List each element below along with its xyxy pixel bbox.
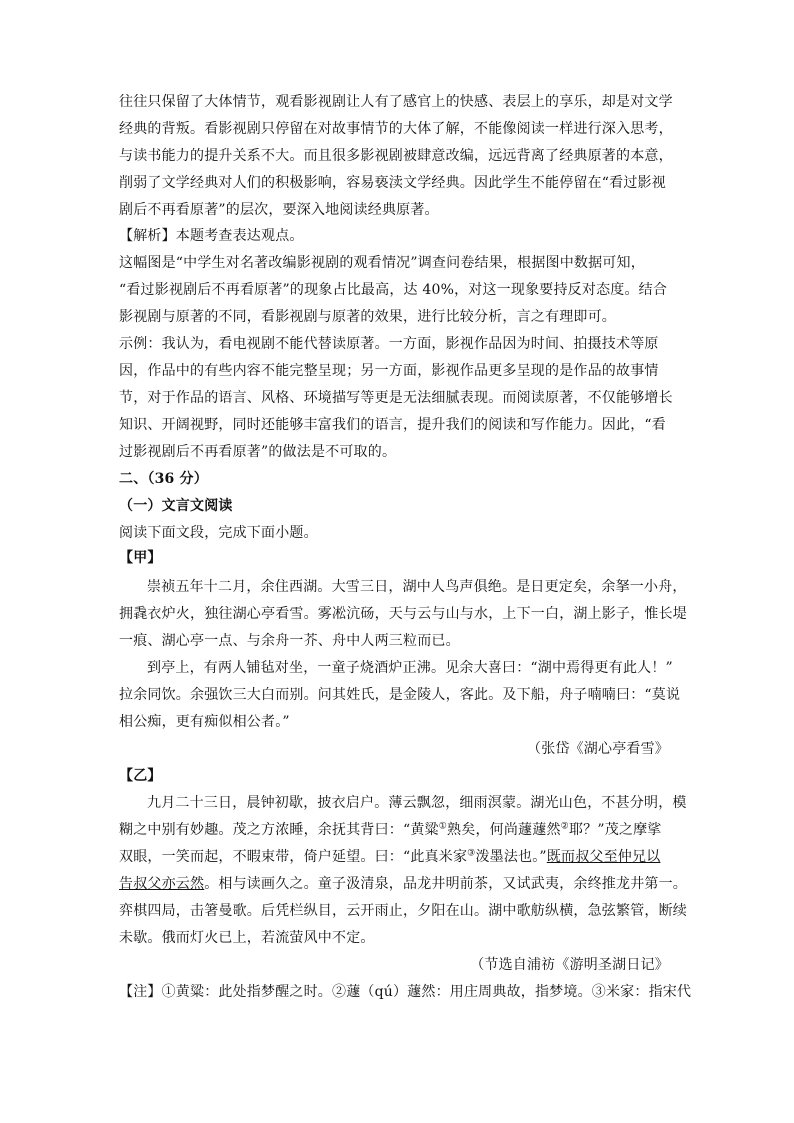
- passage-b-fragment: 耶？”茂之摩挲: [568, 822, 662, 838]
- footnote-mark-3: ③: [467, 848, 476, 859]
- example-text-line: 示例：我认为，看电视剧不能代替读原著。一方面，影视作品因为时间、拍摄技术等原: [119, 336, 659, 352]
- answer-text-line: 与读书能力的提升关系不大。而且很多影视剧被肆意改编，远远背离了经典原著的本意，: [119, 148, 673, 164]
- passage-b-line: [119, 847, 660, 867]
- passage-b-line: 未歇。俄而灯火已上，若流萤风中不定。: [119, 930, 375, 946]
- example-text-line: 知识、开阔视野，同时还能够丰富我们的语言，提升我们的阅读和写作能力。因此，“看: [119, 417, 666, 433]
- notes-line: 【注】①黄粱：此处指梦醒之时。②蘧（qú）蘧然：用庄周典故，指梦境。③米家：指宋代: [119, 984, 692, 1000]
- underlined-sentence-part: 告叔父亦云然: [119, 876, 205, 892]
- analysis-text-line: 这幅图是“中学生对名著改编影视剧的观看情况”调查问卷结果，根据图中数据可知，: [119, 255, 645, 271]
- answer-text-line: 往往只保留了大体情节，观看影视剧让人有了感官上的快感、表层上的享乐，却是对文学: [119, 94, 673, 110]
- passage-b-line: [119, 820, 662, 840]
- passage-a-line: 拉余同饮。余强饮三大白而别。问其姓氏，是金陵人，客此。及下船，舟子喃喃曰：“莫说: [119, 687, 681, 703]
- passage-a-source: （张岱《湖心亭看雪》: [527, 741, 669, 757]
- passage-b-line: 弈棋四局，击箸曼歌。后凭栏纵目，云开雨止，夕阳在山。湖中歌舫纵横，急弦繁管，断续: [119, 903, 687, 919]
- passage-a-line: 崇祯五年十二月，余住西湖。大雪三日，湖中人鸟声俱绝。是日更定矣，余拏一小舟，: [147, 579, 687, 595]
- answer-text-line: 剧后不再看原著”的层次，要深入地阅读经典原著。: [119, 202, 439, 218]
- analysis-heading: 【解析】本题考查表达观点。: [119, 228, 304, 244]
- passage-b-line: [119, 874, 687, 894]
- example-text-line: 节，对于作品的语言、风格、环境描写等更是无法细腻表现。而阅读原著，不仅能够增长: [119, 390, 673, 406]
- subsection-heading: （一）文言文阅读: [119, 498, 233, 514]
- passage-b-line: 九月二十三日，晨钟初歇，披衣启户。薄云飘忽，细雨溟蒙。湖光山色，不甚分明，模: [147, 795, 687, 811]
- passage-a-line: 一痕、湖心亭一点、与余舟一芥、舟中人两三粒而已。: [119, 633, 460, 649]
- example-text-line: 因，作品中的有些内容不能完整呈现；另一方面，影视作品更多呈现的是作品的故事情: [119, 363, 659, 379]
- passage-b-fragment: 糊之中别有妙趣。茂之方浓睡，余抚其背曰：“黄粱: [119, 822, 439, 838]
- passage-b-fragment: 泼墨法也。”: [475, 849, 547, 865]
- passage-b-label: 【乙】: [119, 768, 162, 784]
- instruction-text: 阅读下面文段，完成下面小题。: [119, 525, 318, 541]
- passage-a-line: 相公痴，更有痴似相公者。”: [119, 714, 290, 730]
- passage-a-line: 拥毳衣炉火，独往湖心亭看雪。雾凇沆砀，天与云与山与水，上下一白，湖上影子，惟长堤: [119, 606, 687, 622]
- passage-b-source: （节选自浦祊《游明圣湖日记》: [470, 957, 669, 973]
- analysis-text-line: “看过影视剧后不再看原著”的现象占比最高，达 40%，对这一现象要持反对态度。结合: [119, 282, 668, 298]
- footnote-mark-2: ②: [560, 821, 569, 832]
- section-heading: 二、（36 分）: [119, 471, 208, 487]
- answer-text-line: 经典的背叛。看影视剧只停留在对故事情节的大体了解，不能像阅读一样进行深入思考，: [119, 121, 673, 137]
- answer-text-line: 削弱了文学经典对人们的积极影响，容易亵渎文学经典。因此学生不能停留在“看过影视: [119, 175, 666, 191]
- passage-a-line: 到亭上，有两人铺毡对坐，一童子烧酒炉正沸。见余大喜曰：“湖中焉得更有此人！”: [147, 660, 673, 676]
- example-text-line: 过影视剧后不再看原著”的做法是不可取的。: [119, 444, 397, 460]
- passage-b-fragment: 熟矣，何尚蘧蘧然: [447, 822, 561, 838]
- analysis-text-line: 影视剧与原著的不同，看影视剧与原著的效果，进行比较分析，言之有理即可。: [119, 309, 616, 325]
- underlined-sentence-part: 既而叔父至仲兄以: [546, 849, 661, 865]
- passage-b-fragment: 双眼，一笑而起，不暇束带，倚户延望。曰：“此真米家: [119, 849, 468, 865]
- passage-b-fragment: 。相与读画久之。童子汲清泉，品龙井明前茶，又试武夷，余终推龙井第一。: [204, 876, 688, 892]
- footnote-mark-1: ①: [438, 821, 448, 832]
- passage-a-label: 【甲】: [119, 550, 162, 566]
